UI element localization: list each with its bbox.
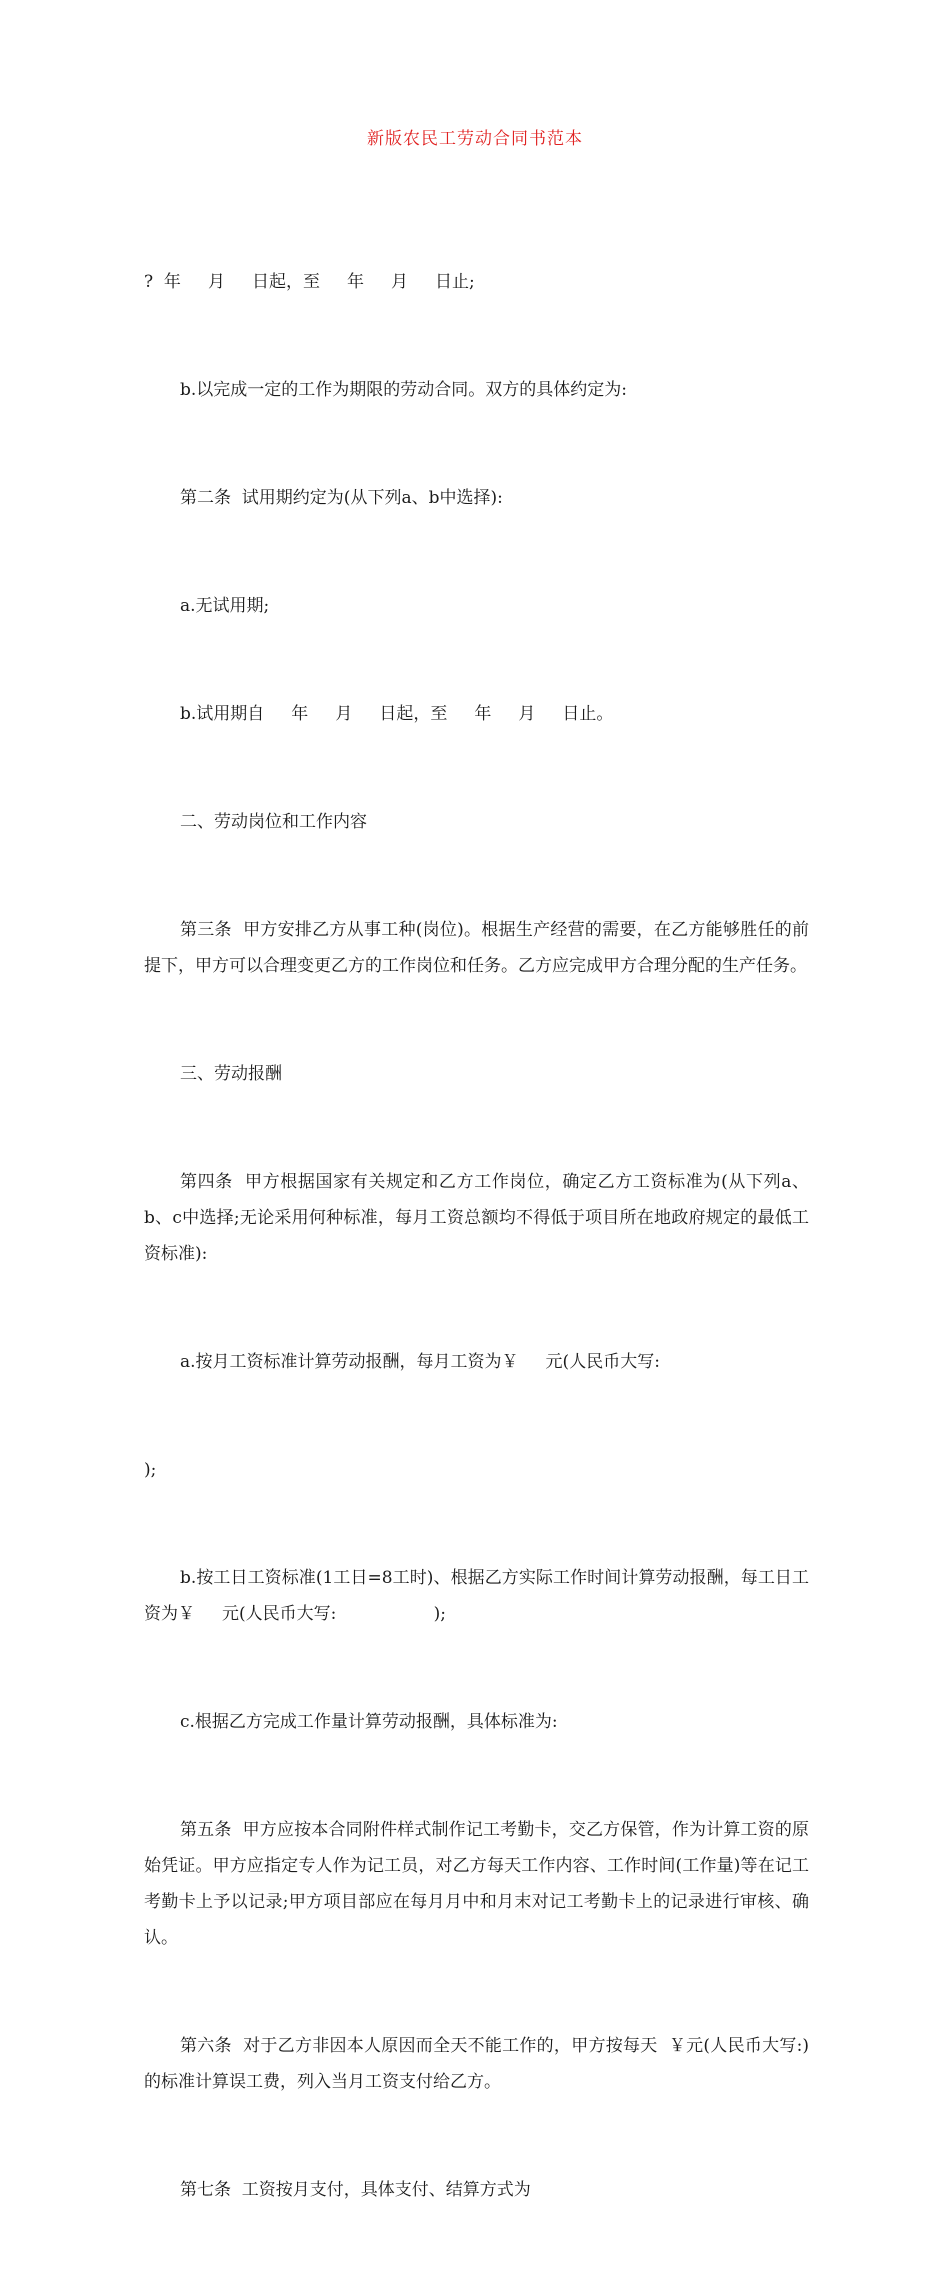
document-body: [144, 192, 809, 2280]
paragraph: b.按工日工资标准(1工日=8工时)、根据乙方实际工作时间计算劳动报酬，每工日工资为￥ 元(人民币大写: );: [144, 1568, 809, 1624]
paragraph: 第二条 试用期约定为(从下列a、b中选择):: [180, 488, 503, 508]
section-heading: 三、劳动报酬: [180, 1064, 282, 1084]
paragraph: );: [144, 1460, 157, 1480]
document-title: 新版农民工劳动合同书范本: [367, 129, 583, 149]
paragraph: 第三条 甲方安排乙方从事工种(岗位)。根据生产经营的需要，在乙方能够胜任的前提下，甲方可以合理变更乙方的工作岗位和任务。乙方应完成甲方合理分配的生产任务。: [144, 920, 809, 976]
paragraph: b.以完成一定的工作为期限的劳动合同。双方的具体约定为:: [180, 380, 628, 400]
section-heading: 二、劳动岗位和工作内容: [180, 812, 367, 832]
paragraph: 第七条 工资按月支付，具体支付、结算方式为: [180, 2180, 531, 2200]
paragraph: ? 年 月 日起，至 年 月 日止;: [144, 272, 475, 292]
paragraph: a.无试用期;: [180, 596, 270, 616]
paragraph: 第五条 甲方应按本合同附件样式制作记工考勤卡，交乙方保管，作为计算工资的原始凭证。甲方应指定专人作为记工员，对乙方每天工作内容、工作时间(工作量)等在记工考勤卡上予以记录;甲方项目部应在每月月中和月末对记工考勤卡上的记录进行审核、确认。: [144, 1820, 809, 1948]
paragraph: b.试用期自 年 月 日起，至 年 月 日止。: [180, 704, 614, 724]
paragraph: 第六条 对于乙方非因本人原因而全天不能工作的，甲方按每天 ￥元(人民币大写:)的标准计算误工费，列入当月工资支付给乙方。: [144, 2036, 809, 2092]
paragraph: a.按月工资标准计算劳动报酬，每月工资为￥ 元(人民币大写:: [180, 1352, 660, 1372]
paragraph: c.根据乙方完成工作量计算劳动报酬，具体标准为:: [180, 1712, 558, 1732]
paragraph: 第四条 甲方根据国家有关规定和乙方工作岗位，确定乙方工资标准为(从下列a、b、c中选择;无论采用何种标准，每月工资总额均不得低于项目所在地政府规定的最低工资标准):: [144, 1172, 809, 1264]
